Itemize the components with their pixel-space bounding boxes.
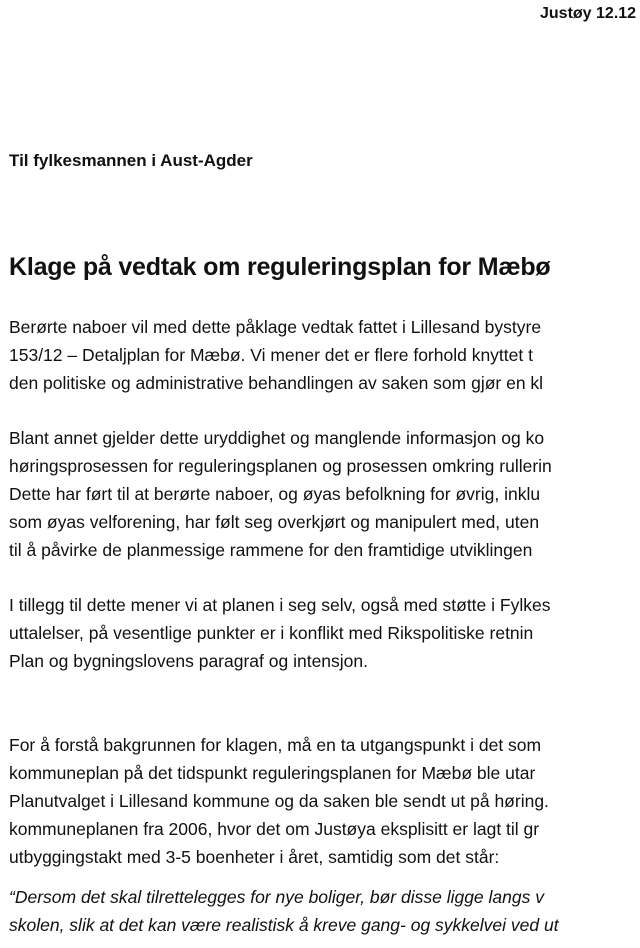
paragraph-line: kommuneplan på det tidspunkt reguleringsplanen for Mæbø ble utar — [9, 763, 536, 783]
paragraph-line: den politiske og administrative behandlingen av saken som gjør en kl — [9, 373, 544, 393]
paragraph-line: Dette har ført til at berørte naboer, og øyas befolkning for øvrig, inklu — [9, 484, 541, 504]
quote-line: “Dersom det skal tilrettelegges for nye boliger, bør disse ligge langs v — [9, 887, 544, 907]
paragraph-line: til å påvirke de planmessige rammene for den framtidige utviklingen — [9, 540, 533, 560]
paragraph-1 — [9, 313, 543, 397]
paragraph-line: For å forstå bakgrunnen for klagen, må en ta utgangspunkt i det som — [9, 735, 542, 755]
paragraph-line: høringsprosessen for reguleringsplanen og prosessen omkring rullerin — [9, 456, 552, 476]
paragraph-line: I tillegg til dette mener vi at planen i seg selv, også med støtte i Fylkes — [9, 595, 551, 615]
paragraph-3 — [9, 591, 550, 675]
paragraph-line: utbyggingstakt med 3-5 boenheter i året, samtidig som det står: — [9, 847, 500, 867]
paragraph-line: Planutvalget i Lillesand kommune og da saken ble sendt ut på høring. — [9, 791, 549, 811]
paragraph-line: Plan og bygningslovens paragraf og intensjon. — [9, 651, 368, 671]
paragraph-line: kommuneplanen fra 2006, hvor det om Justøya eksplisitt er lagt til gr — [9, 819, 540, 839]
quote-line: skolen, slik at det kan være realistisk å kreve gang- og sykkelvei ved ut — [9, 915, 559, 935]
paragraph-4 — [9, 731, 549, 871]
paragraph-line: 153/12 – Detaljplan for Mæbø. Vi mener det er flere forhold knyttet t — [9, 345, 533, 365]
paragraph-line: Berørte naboer vil med dette påklage vedtak fattet i Lillesand bystyre — [9, 317, 542, 337]
paragraph-line: som øyas velforening, har følt seg overkjørt og manipulert med, uten — [9, 512, 540, 532]
paragraph-line: uttalelser, på vesentlige punkter er i konflikt med Rikspolitiske retnin — [9, 623, 534, 643]
letter-heading: Klage på vedtak om reguleringsplan for Mæbø — [9, 253, 551, 281]
paragraph-2 — [9, 424, 552, 564]
paragraph-line: Blant annet gjelder dette uryddighet og manglende informasjon og ko — [9, 428, 545, 448]
recipient-line: Til fylkesmannen i Aust-Agder — [9, 151, 253, 170]
date-line: Justøy 12.12 — [540, 5, 637, 22]
quote-paragraph — [9, 883, 559, 939]
